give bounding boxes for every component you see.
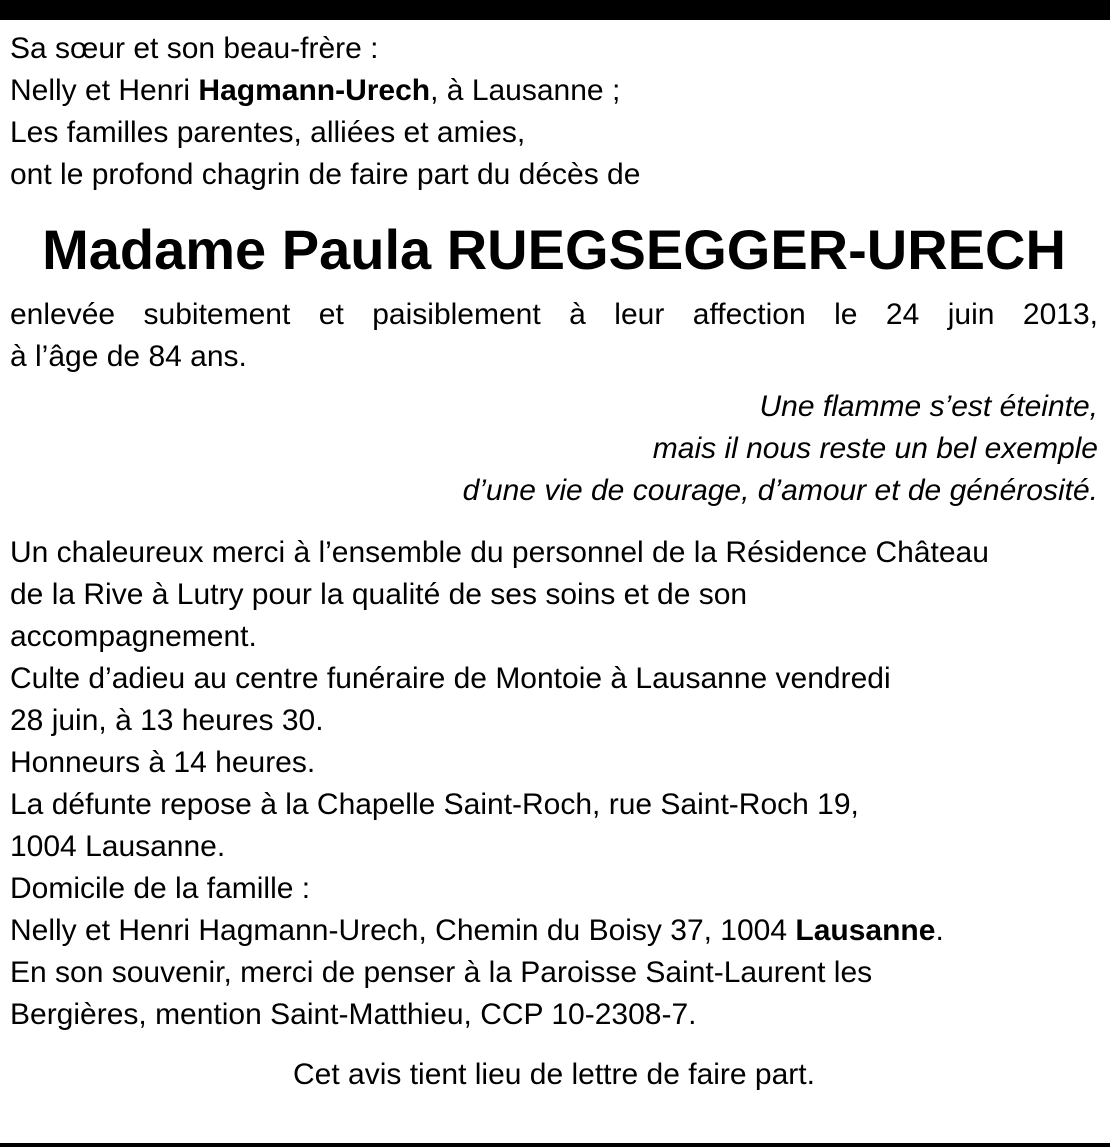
home-city-bold: Lausanne: [795, 914, 936, 947]
bottom-border-rule: [0, 1143, 1110, 1147]
rest-line-1: La défunte repose à la Chapelle Saint-Roch, rue Saint-Roch 19,: [10, 788, 859, 821]
intro-line-2-place: , à Lausanne ;: [430, 74, 621, 107]
honours-line: Honneurs à 14 heures.: [10, 746, 316, 779]
closing-line: Cet avis tient lieu de lettre de faire part.: [293, 1058, 815, 1091]
intro-line-3: Les familles parentes, alliées et amies,: [10, 116, 526, 149]
intro-line-2: [10, 70, 1098, 112]
passing-line-1: enlevée subitement et paisiblement à leur affection le 24 juin 2013,: [10, 298, 1098, 331]
family-name-bold: Hagmann-Urech: [198, 74, 431, 107]
thanks-line-2: de la Rive à Lutry pour la qualité de ses soins et de son: [10, 578, 748, 611]
memory-line-2: Bergières, mention Saint-Matthieu, CCP 10-2308-7.: [10, 998, 697, 1031]
service-line-2: 28 juin, à 13 heures 30.: [10, 704, 324, 737]
deceased-name: Madame Paula RUEGSEGGER-URECH: [42, 218, 1066, 281]
passing-line-2: à l’âge de 84 ans.: [10, 340, 247, 373]
intro-line-4: ont le profond chagrin de faire part du décès de: [10, 158, 641, 191]
top-border-rule: [0, 0, 1110, 20]
quote-line-2: mais il nous reste un bel exemple: [652, 432, 1098, 465]
home-label: Domicile de la famille :: [10, 872, 311, 905]
notice-details: [10, 532, 1098, 1036]
service-line-1: Culte d’adieu au centre funéraire de Montoie à Lausanne vendredi: [10, 662, 891, 695]
home-address: [10, 910, 1098, 952]
home-address-text: Nelly et Henri Hagmann-Urech, Chemin du Boisy 37, 1004: [10, 914, 796, 947]
rest-line-2: 1004 Lausanne.: [10, 830, 226, 863]
thanks-line-3: accompagnement.: [10, 620, 257, 653]
quote-line-3: d’une vie de courage, d’amour et de générosité.: [462, 474, 1098, 507]
home-address-end: .: [935, 914, 944, 947]
quote-line-1: Une flamme s’est éteinte,: [759, 390, 1098, 423]
thanks-line-1: Un chaleureux merci à l’ensemble du personnel de la Résidence Château: [10, 536, 989, 569]
intro-line-1: Sa sœur et son beau-frère :: [10, 32, 379, 65]
memory-line-1: En son souvenir, merci de penser à la Paroisse Saint-Laurent les: [10, 956, 873, 989]
memorial-quote: [10, 386, 1098, 512]
death-notice: [10, 28, 1098, 1126]
intro-line-2-text: Nelly et Henri: [10, 74, 199, 107]
